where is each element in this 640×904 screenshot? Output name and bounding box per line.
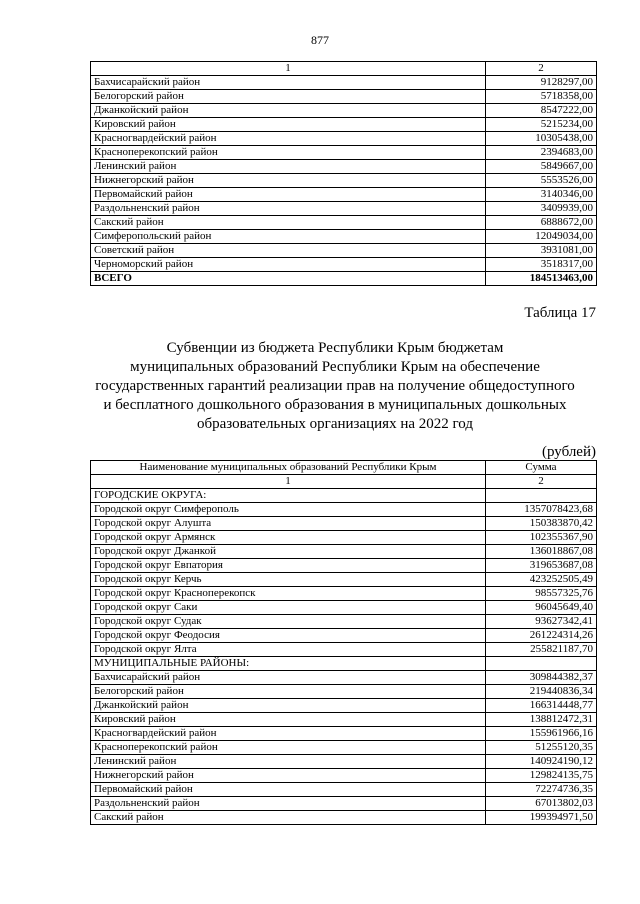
row-name-cell: Раздольненский район (91, 202, 486, 216)
table-row (91, 202, 597, 216)
column-header-name: Наименование муниципальных образований Республики Крым (91, 461, 486, 475)
table-row (91, 783, 597, 797)
row-value-cell: 5215234,00 (486, 118, 597, 132)
table-row (91, 811, 597, 825)
row-name-cell: Ленинский район (91, 755, 486, 769)
row-name-cell: Ленинский район (91, 160, 486, 174)
row-value-cell: 138812472,31 (486, 713, 597, 727)
table2-body (91, 461, 597, 825)
table-row (91, 216, 597, 230)
row-value-cell: 199394971,50 (486, 811, 597, 825)
row-value-cell: 136018867,08 (486, 545, 597, 559)
section-row-municipal-districts (91, 657, 597, 671)
row-name-cell: Кировский район (91, 118, 486, 132)
table-row (91, 118, 597, 132)
row-name-cell: Первомайский район (91, 783, 486, 797)
table-row (91, 741, 597, 755)
title-line: Субвенции из бюджета Республики Крым бюджетам (166, 340, 504, 356)
table-row (91, 629, 597, 643)
row-value-cell: 166314448,77 (486, 699, 597, 713)
row-name-cell: Сакский район (91, 811, 486, 825)
title-line: образовательных организациях на 2022 год (197, 416, 473, 432)
table-row (91, 587, 597, 601)
row-value-cell: 319653687,08 (486, 559, 597, 573)
row-value-cell: 255821187,70 (486, 643, 597, 657)
row-value-cell: 184513463,00 (486, 272, 597, 286)
table-row (91, 258, 597, 272)
table-caption: Таблица 17 (524, 305, 596, 321)
row-name-cell: Красноперекопский район (91, 146, 486, 160)
row-name-cell: Джанкойский район (91, 699, 486, 713)
row-name-cell: Белогорский район (91, 90, 486, 104)
row-name-cell: Городской округ Джанкой (91, 545, 486, 559)
row-value-cell: 102355367,90 (486, 531, 597, 545)
row-name-cell: Городской округ Саки (91, 601, 486, 615)
row-value-cell: 423252505,49 (486, 573, 597, 587)
table-row (91, 545, 597, 559)
row-value-cell: 3931081,00 (486, 244, 597, 258)
row-value-cell: 140924190,12 (486, 755, 597, 769)
table-row (91, 713, 597, 727)
row-value-cell: 9128297,00 (486, 76, 597, 90)
row-value-cell: 3518317,00 (486, 258, 597, 272)
row-value-cell: 6888672,00 (486, 216, 597, 230)
row-name-cell: Городской округ Армянск (91, 531, 486, 545)
table-row (91, 230, 597, 244)
table-row (91, 503, 597, 517)
column-header-sum: Сумма (486, 461, 597, 475)
row-name-cell: Городской округ Ялта (91, 643, 486, 657)
table-row (91, 573, 597, 587)
row-name-cell: Первомайский район (91, 188, 486, 202)
row-name-cell: Городской округ Феодосия (91, 629, 486, 643)
row-name-cell: МУНИЦИПАЛЬНЫЕ РАЙОНЫ: (91, 657, 486, 671)
table-row (91, 132, 597, 146)
row-name-cell: Нижнегорский район (91, 174, 486, 188)
row-name-cell: ГОРОДСКИЕ ОКРУГА: (91, 489, 486, 503)
row-name-cell: Кировский район (91, 713, 486, 727)
row-value-cell (486, 657, 597, 671)
title-line: и бесплатного дошкольного образования в муниципальных дошкольных (103, 397, 567, 413)
row-value-cell: 67013802,03 (486, 797, 597, 811)
table-row (91, 174, 597, 188)
row-value-cell: 98557325,76 (486, 587, 597, 601)
district-subsidy-table-continued (90, 61, 597, 286)
column-number-2: 2 (486, 475, 597, 489)
row-name-cell: Раздольненский район (91, 797, 486, 811)
row-name-cell: Сакский район (91, 216, 486, 230)
row-name-cell: Городской округ Керчь (91, 573, 486, 587)
total-row (91, 272, 597, 286)
row-name-cell: Красногвардейский район (91, 132, 486, 146)
row-name-cell: Бахчисарайский район (91, 671, 486, 685)
subvention-table (90, 460, 597, 825)
page-number: 877 (311, 33, 329, 47)
table-row (91, 531, 597, 545)
row-name-cell: Нижнегорский район (91, 769, 486, 783)
row-name-cell: ВСЕГО (91, 272, 486, 286)
table-row (91, 160, 597, 174)
table-row (91, 671, 597, 685)
table-row (91, 685, 597, 699)
table-header-row (91, 461, 597, 475)
row-name-cell: Городской округ Симферополь (91, 503, 486, 517)
row-value-cell: 261224314,26 (486, 629, 597, 643)
row-value-cell: 150383870,42 (486, 517, 597, 531)
table-title (70, 339, 600, 434)
table-column-numbers-row (91, 62, 597, 76)
table-row (91, 76, 597, 90)
table-row (91, 755, 597, 769)
row-value-cell: 309844382,37 (486, 671, 597, 685)
row-value-cell: 8547222,00 (486, 104, 597, 118)
row-name-cell: Джанкойский район (91, 104, 486, 118)
table-column-numbers-row (91, 475, 597, 489)
title-line: государственных гарантий реализации прав на получение общедоступного (95, 378, 575, 394)
table-row (91, 643, 597, 657)
row-name-cell: Черноморский район (91, 258, 486, 272)
table-row (91, 615, 597, 629)
row-value-cell: 93627342,41 (486, 615, 597, 629)
row-name-cell: Белогорский район (91, 685, 486, 699)
row-value-cell: 10305438,00 (486, 132, 597, 146)
row-name-cell: Бахчисарайский район (91, 76, 486, 90)
row-name-cell: Городской округ Алушта (91, 517, 486, 531)
section-row-urban-districts (91, 489, 597, 503)
row-value-cell: 72274736,35 (486, 783, 597, 797)
table-row (91, 601, 597, 615)
row-value-cell: 129824135,75 (486, 769, 597, 783)
column-number-1: 1 (91, 475, 486, 489)
table-row (91, 90, 597, 104)
table-row (91, 244, 597, 258)
row-value-cell: 155961966,16 (486, 727, 597, 741)
row-value-cell: 12049034,00 (486, 230, 597, 244)
row-value-cell (486, 489, 597, 503)
row-value-cell: 51255120,35 (486, 741, 597, 755)
column-number-2: 2 (486, 62, 597, 76)
row-name-cell: Городской округ Евпатория (91, 559, 486, 573)
row-value-cell: 5718358,00 (486, 90, 597, 104)
row-value-cell: 2394683,00 (486, 146, 597, 160)
table-row (91, 797, 597, 811)
row-name-cell: Городской округ Судак (91, 615, 486, 629)
row-name-cell: Советский район (91, 244, 486, 258)
row-value-cell: 96045649,40 (486, 601, 597, 615)
table-row (91, 699, 597, 713)
title-line: муниципальных образований Республики Крым на обеспечение (130, 359, 540, 375)
table-row (91, 188, 597, 202)
row-name-cell: Симферопольский район (91, 230, 486, 244)
table-row (91, 146, 597, 160)
row-value-cell: 5553526,00 (486, 174, 597, 188)
table-row (91, 727, 597, 741)
column-number-1: 1 (91, 62, 486, 76)
table-row (91, 104, 597, 118)
row-value-cell: 5849667,00 (486, 160, 597, 174)
row-value-cell: 1357078423,68 (486, 503, 597, 517)
units-label: (рублей) (541, 444, 596, 460)
table1-body (91, 62, 597, 286)
row-name-cell: Городской округ Красноперекопск (91, 587, 486, 601)
row-name-cell: Красноперекопский район (91, 741, 486, 755)
row-value-cell: 219440836,34 (486, 685, 597, 699)
row-value-cell: 3140346,00 (486, 188, 597, 202)
table-row (91, 769, 597, 783)
table-row (91, 559, 597, 573)
row-value-cell: 3409939,00 (486, 202, 597, 216)
table-row (91, 517, 597, 531)
row-name-cell: Красногвардейский район (91, 727, 486, 741)
